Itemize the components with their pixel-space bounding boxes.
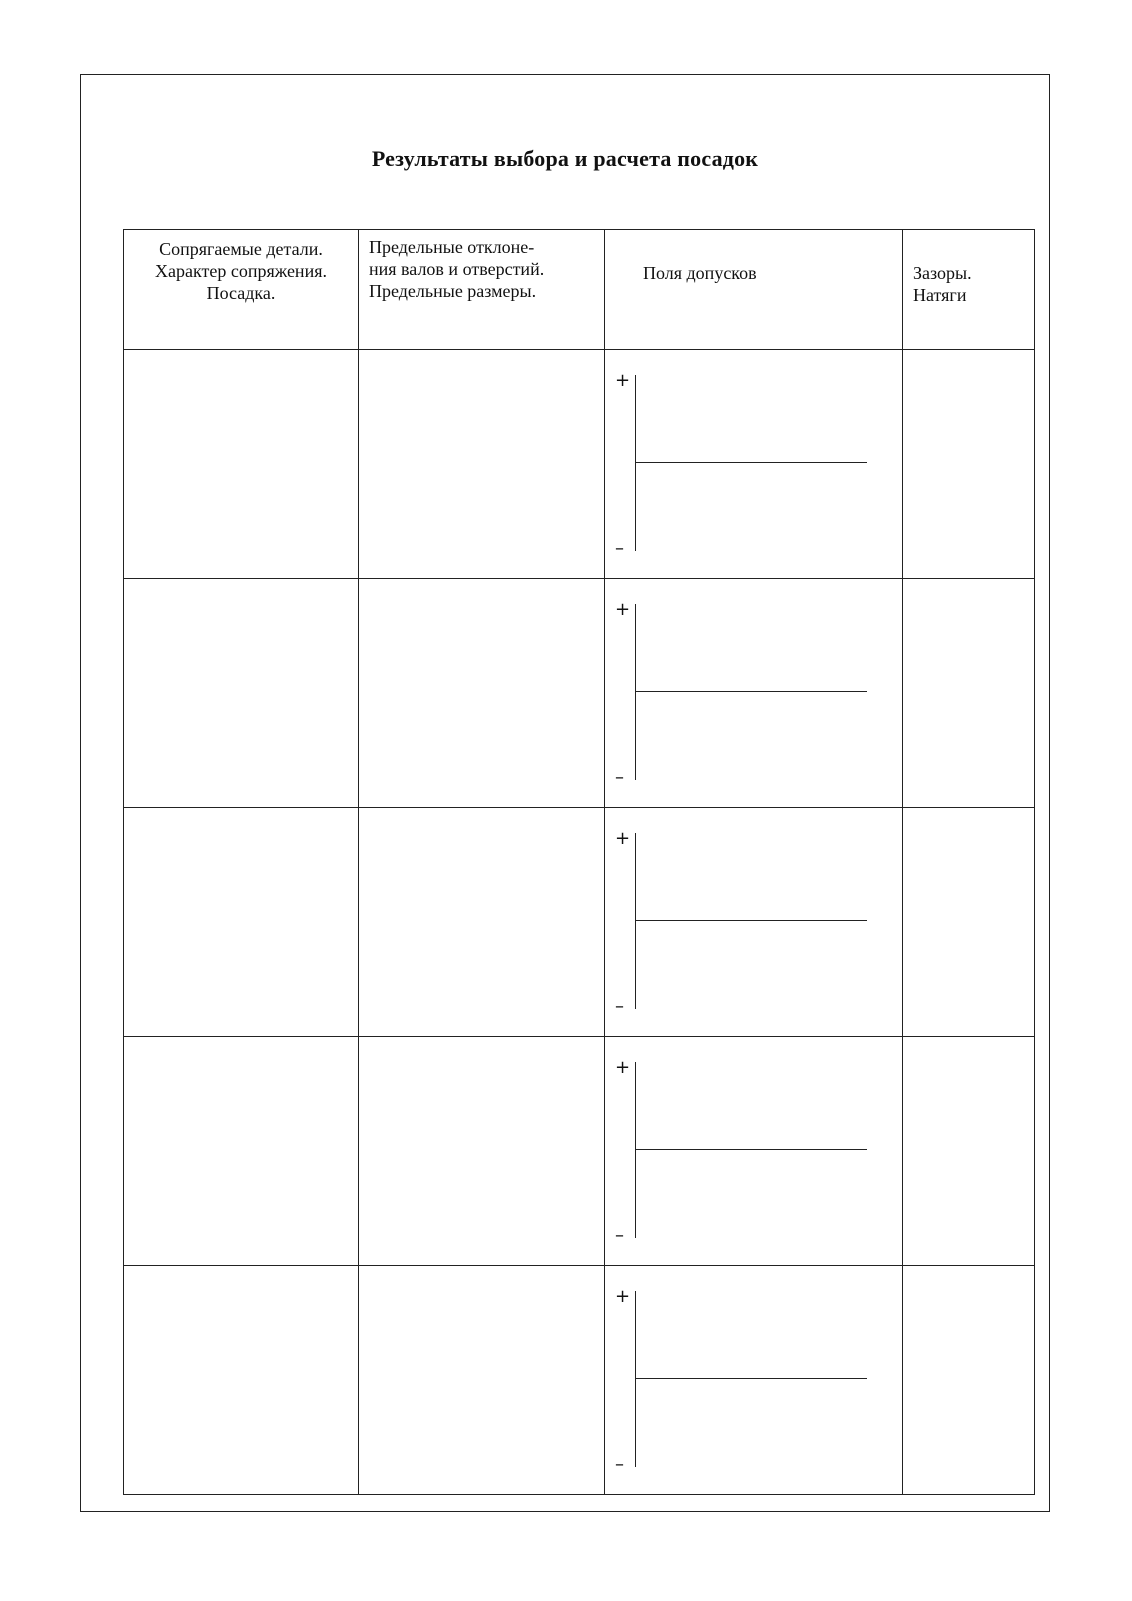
minus-sign: – — [615, 996, 624, 1017]
tolerance-diagram — [605, 579, 903, 808]
zero-line — [635, 1149, 867, 1150]
fits-results-table — [123, 229, 1035, 1495]
plus-sign: + — [615, 1286, 631, 1307]
cell-tolerance-zones[interactable] — [605, 808, 903, 1037]
plus-sign: + — [615, 1057, 631, 1078]
cell-tolerance-zones[interactable] — [605, 1266, 903, 1495]
minus-sign: – — [615, 1454, 624, 1475]
plus-sign: + — [615, 370, 631, 391]
cell-mating-parts[interactable] — [124, 579, 359, 808]
header-tolerance-zones: Поля допусков — [605, 230, 903, 350]
cell-tolerance-zones[interactable] — [605, 1037, 903, 1266]
cell-limit-deviations[interactable] — [359, 350, 605, 579]
cell-clearances[interactable] — [903, 350, 1035, 579]
table-header-row — [124, 230, 1035, 350]
cell-mating-parts[interactable] — [124, 350, 359, 579]
table-row — [124, 1037, 1035, 1266]
minus-sign: – — [615, 538, 624, 559]
zero-line — [635, 691, 867, 692]
header-mating-parts: Сопрягаемые детали. Характер сопряжения. Посадка. — [124, 230, 359, 350]
tolerance-diagram — [605, 1037, 903, 1266]
cell-limit-deviations[interactable] — [359, 808, 605, 1037]
cell-mating-parts[interactable] — [124, 808, 359, 1037]
page-title: Результаты выбора и расчета посадок — [371, 146, 759, 171]
minus-sign: – — [615, 1225, 624, 1246]
table-row — [124, 808, 1035, 1037]
tolerance-diagram — [605, 808, 903, 1037]
cell-limit-deviations[interactable] — [359, 1037, 605, 1266]
table-row — [124, 579, 1035, 808]
cell-tolerance-zones[interactable] — [605, 579, 903, 808]
deviation-axis — [635, 1291, 636, 1467]
cell-clearances[interactable] — [903, 1037, 1035, 1266]
plus-sign: + — [615, 599, 631, 620]
zero-line — [635, 462, 867, 463]
cell-mating-parts[interactable] — [124, 1037, 359, 1266]
deviation-axis — [635, 375, 636, 551]
zero-line — [635, 1378, 867, 1379]
plus-sign: + — [615, 828, 631, 849]
deviation-axis — [635, 604, 636, 780]
tolerance-diagram — [605, 1266, 903, 1495]
cell-clearances[interactable] — [903, 1266, 1035, 1495]
minus-sign: – — [615, 767, 624, 788]
cell-clearances[interactable] — [903, 579, 1035, 808]
deviation-axis — [635, 1062, 636, 1238]
cell-limit-deviations[interactable] — [359, 1266, 605, 1495]
cell-clearances[interactable] — [903, 808, 1035, 1037]
header-clearances-interferences: Зазоры. Натяги — [903, 230, 1035, 350]
cell-tolerance-zones[interactable] — [605, 350, 903, 579]
cell-mating-parts[interactable] — [124, 1266, 359, 1495]
cell-limit-deviations[interactable] — [359, 579, 605, 808]
deviation-axis — [635, 833, 636, 1009]
table-row — [124, 350, 1035, 579]
tolerance-diagram — [605, 350, 903, 579]
zero-line — [635, 920, 867, 921]
table-row — [124, 1266, 1035, 1495]
header-limit-deviations: Предельные отклоне- ния валов и отверстий. Предельные размеры. — [359, 230, 605, 350]
